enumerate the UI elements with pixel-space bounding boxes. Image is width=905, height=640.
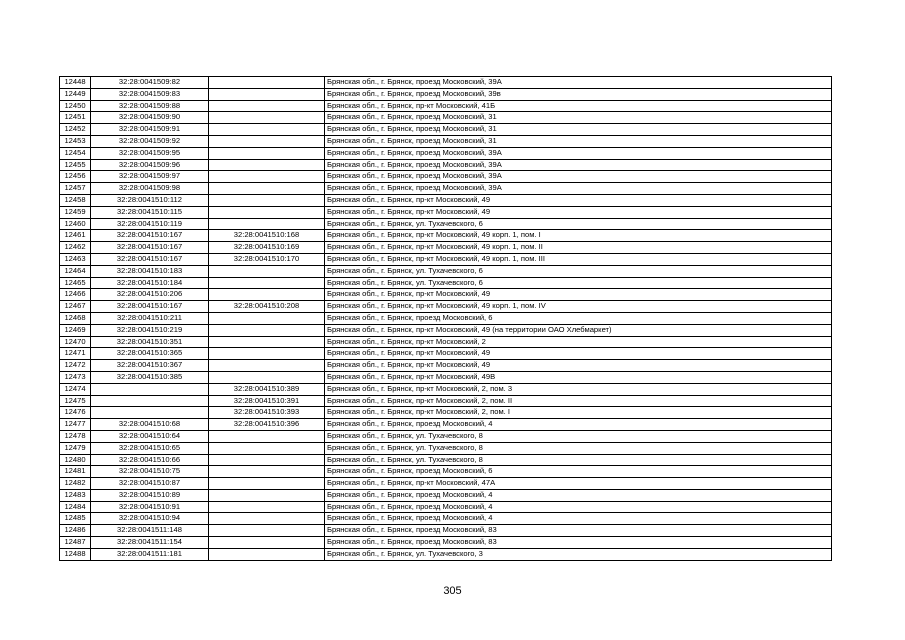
row-number-cell: 12488 [60, 548, 91, 560]
table-row [60, 466, 832, 478]
table-row [60, 230, 832, 242]
object-number-cell: 32:28:0041510:389 [209, 383, 325, 395]
row-number-cell: 12483 [60, 489, 91, 501]
object-number-cell: 32:28:0041510:169 [209, 242, 325, 254]
object-number-cell: 32:28:0041510:396 [209, 419, 325, 431]
row-number-cell: 12469 [60, 324, 91, 336]
row-number-cell: 12452 [60, 124, 91, 136]
row-number-cell: 12479 [60, 442, 91, 454]
row-number-cell: 12470 [60, 336, 91, 348]
table-row [60, 242, 832, 254]
table-row [60, 206, 832, 218]
object-number-cell [209, 124, 325, 136]
object-number-cell [209, 442, 325, 454]
table-row [60, 218, 832, 230]
address-cell: Брянская обл., г. Брянск, проезд Московский, 39А [325, 147, 832, 159]
address-cell: Брянская обл., г. Брянск, ул. Тухачевского, 6 [325, 277, 832, 289]
row-number-cell: 12466 [60, 289, 91, 301]
row-number-cell: 12480 [60, 454, 91, 466]
address-cell: Брянская обл., г. Брянск, проезд Московский, 4 [325, 513, 832, 525]
address-cell: Брянская обл., г. Брянск, проезд Московский, 6 [325, 312, 832, 324]
table-row [60, 489, 832, 501]
address-cell: Брянская обл., г. Брянск, пр-кт Московский, 49 [325, 194, 832, 206]
cadastral-number-cell [91, 407, 209, 419]
object-number-cell [209, 430, 325, 442]
address-cell: Брянская обл., г. Брянск, проезд Московский, 83 [325, 537, 832, 549]
table-row [60, 124, 832, 136]
cadastral-number-cell: 32:28:0041510:75 [91, 466, 209, 478]
object-number-cell [209, 135, 325, 147]
table-row [60, 513, 832, 525]
row-number-cell: 12457 [60, 183, 91, 195]
cadastral-number-cell: 32:28:0041511:148 [91, 525, 209, 537]
cadastral-number-cell [91, 383, 209, 395]
object-number-cell: 32:28:0041510:170 [209, 253, 325, 265]
cadastral-number-cell: 32:28:0041509:95 [91, 147, 209, 159]
table-row [60, 395, 832, 407]
table-row [60, 442, 832, 454]
address-cell: Брянская обл., г. Брянск, пр-кт Московский, 49 корп. 1, пом. IV [325, 301, 832, 313]
object-number-cell: 32:28:0041510:168 [209, 230, 325, 242]
address-cell: Брянская обл., г. Брянск, проезд Московский, 31 [325, 124, 832, 136]
table-row [60, 147, 832, 159]
cadastral-number-cell: 32:28:0041510:219 [91, 324, 209, 336]
address-cell: Брянская обл., г. Брянск, проезд Московский, 39А [325, 159, 832, 171]
cadastral-number-cell: 32:28:0041510:167 [91, 301, 209, 313]
cadastral-number-cell: 32:28:0041510:94 [91, 513, 209, 525]
object-number-cell [209, 548, 325, 560]
registry-table-body [60, 77, 832, 561]
table-row [60, 525, 832, 537]
table-row [60, 312, 832, 324]
table-row [60, 135, 832, 147]
table-row [60, 360, 832, 372]
object-number-cell [209, 77, 325, 89]
row-number-cell: 12467 [60, 301, 91, 313]
cadastral-number-cell: 32:28:0041509:91 [91, 124, 209, 136]
object-number-cell [209, 336, 325, 348]
cadastral-number-cell: 32:28:0041510:64 [91, 430, 209, 442]
object-number-cell [209, 466, 325, 478]
cadastral-number-cell: 32:28:0041511:181 [91, 548, 209, 560]
address-cell: Брянская обл., г. Брянск, ул. Тухачевского, 8 [325, 442, 832, 454]
object-number-cell [209, 324, 325, 336]
cadastral-number-cell: 32:28:0041510:351 [91, 336, 209, 348]
cadastral-number-cell: 32:28:0041509:96 [91, 159, 209, 171]
address-cell: Брянская обл., г. Брянск, пр-кт Московский, 49 (на территории ОАО Хлебмаркет) [325, 324, 832, 336]
table-row [60, 253, 832, 265]
address-cell: Брянская обл., г. Брянск, пр-кт Московский, 49 корп. 1, пом. III [325, 253, 832, 265]
table-row [60, 171, 832, 183]
address-cell: Брянская обл., г. Брянск, проезд Московский, 4 [325, 489, 832, 501]
address-cell: Брянская обл., г. Брянск, пр-кт Московский, 49В [325, 371, 832, 383]
table-row [60, 407, 832, 419]
object-number-cell [209, 183, 325, 195]
table-row [60, 112, 832, 124]
address-cell: Брянская обл., г. Брянск, проезд Московский, 39в [325, 88, 832, 100]
address-cell: Брянская обл., г. Брянск, пр-кт Московский, 47А [325, 478, 832, 490]
row-number-cell: 12448 [60, 77, 91, 89]
address-cell: Брянская обл., г. Брянск, пр-кт Московский, 2, пом. 3 [325, 383, 832, 395]
address-cell: Брянская обл., г. Брянск, пр-кт Московский, 49 [325, 289, 832, 301]
row-number-cell: 12485 [60, 513, 91, 525]
object-number-cell [209, 537, 325, 549]
address-cell: Брянская обл., г. Брянск, проезд Московский, 4 [325, 501, 832, 513]
cadastral-number-cell: 32:28:0041510:206 [91, 289, 209, 301]
row-number-cell: 12456 [60, 171, 91, 183]
row-number-cell: 12450 [60, 100, 91, 112]
cadastral-number-cell: 32:28:0041509:90 [91, 112, 209, 124]
address-cell: Брянская обл., г. Брянск, проезд Московский, 4 [325, 419, 832, 431]
row-number-cell: 12462 [60, 242, 91, 254]
object-number-cell [209, 289, 325, 301]
row-number-cell: 12477 [60, 419, 91, 431]
table-row [60, 336, 832, 348]
cadastral-number-cell: 32:28:0041510:167 [91, 230, 209, 242]
row-number-cell: 12472 [60, 360, 91, 372]
cadastral-number-cell: 32:28:0041509:92 [91, 135, 209, 147]
object-number-cell [209, 194, 325, 206]
row-number-cell: 12459 [60, 206, 91, 218]
table-row [60, 454, 832, 466]
table-row [60, 301, 832, 313]
table-row [60, 88, 832, 100]
object-number-cell [209, 525, 325, 537]
object-number-cell [209, 206, 325, 218]
row-number-cell: 12461 [60, 230, 91, 242]
object-number-cell: 32:28:0041510:208 [209, 301, 325, 313]
row-number-cell: 12473 [60, 371, 91, 383]
row-number-cell: 12458 [60, 194, 91, 206]
object-number-cell [209, 147, 325, 159]
row-number-cell: 12474 [60, 383, 91, 395]
row-number-cell: 12453 [60, 135, 91, 147]
object-number-cell [209, 277, 325, 289]
cadastral-number-cell: 32:28:0041510:167 [91, 242, 209, 254]
object-number-cell [209, 501, 325, 513]
object-number-cell [209, 218, 325, 230]
row-number-cell: 12484 [60, 501, 91, 513]
row-number-cell: 12482 [60, 478, 91, 490]
row-number-cell: 12454 [60, 147, 91, 159]
object-number-cell [209, 513, 325, 525]
table-row [60, 430, 832, 442]
table-row [60, 277, 832, 289]
table-row [60, 265, 832, 277]
table-row [60, 289, 832, 301]
row-number-cell: 12486 [60, 525, 91, 537]
row-number-cell: 12463 [60, 253, 91, 265]
row-number-cell: 12476 [60, 407, 91, 419]
object-number-cell [209, 312, 325, 324]
row-number-cell: 12460 [60, 218, 91, 230]
table-row [60, 537, 832, 549]
cadastral-number-cell: 32:28:0041509:97 [91, 171, 209, 183]
cadastral-number-cell: 32:28:0041510:112 [91, 194, 209, 206]
row-number-cell: 12465 [60, 277, 91, 289]
table-row [60, 100, 832, 112]
row-number-cell: 12468 [60, 312, 91, 324]
object-number-cell [209, 478, 325, 490]
row-number-cell: 12455 [60, 159, 91, 171]
cadastral-number-cell: 32:28:0041510:68 [91, 419, 209, 431]
row-number-cell: 12451 [60, 112, 91, 124]
cadastral-number-cell: 32:28:0041509:88 [91, 100, 209, 112]
address-cell: Брянская обл., г. Брянск, пр-кт Московский, 49 [325, 360, 832, 372]
cadastral-number-cell: 32:28:0041510:115 [91, 206, 209, 218]
cadastral-number-cell: 32:28:0041510:119 [91, 218, 209, 230]
object-number-cell: 32:28:0041510:391 [209, 395, 325, 407]
address-cell: Брянская обл., г. Брянск, ул. Тухачевского, 6 [325, 265, 832, 277]
address-cell: Брянская обл., г. Брянск, проезд Московский, 39А [325, 183, 832, 195]
address-cell: Брянская обл., г. Брянск, проезд Московский, 39А [325, 77, 832, 89]
table-row [60, 183, 832, 195]
address-cell: Брянская обл., г. Брянск, пр-кт Московский, 49 [325, 206, 832, 218]
row-number-cell: 12464 [60, 265, 91, 277]
table-row [60, 324, 832, 336]
object-number-cell [209, 360, 325, 372]
object-number-cell [209, 171, 325, 183]
table-row [60, 159, 832, 171]
address-cell: Брянская обл., г. Брянск, пр-кт Московский, 41Б [325, 100, 832, 112]
cadastral-number-cell: 32:28:0041510:91 [91, 501, 209, 513]
cadastral-number-cell: 32:28:0041510:211 [91, 312, 209, 324]
address-cell: Брянская обл., г. Брянск, пр-кт Московский, 2, пом. II [325, 395, 832, 407]
cadastral-number-cell: 32:28:0041510:184 [91, 277, 209, 289]
object-number-cell: 32:28:0041510:393 [209, 407, 325, 419]
object-number-cell [209, 88, 325, 100]
cadastral-number-cell: 32:28:0041510:66 [91, 454, 209, 466]
row-number-cell: 12449 [60, 88, 91, 100]
address-cell: Брянская обл., г. Брянск, проезд Московский, 31 [325, 112, 832, 124]
row-number-cell: 12481 [60, 466, 91, 478]
cadastral-number-cell: 32:28:0041510:65 [91, 442, 209, 454]
table-row [60, 419, 832, 431]
address-cell: Брянская обл., г. Брянск, пр-кт Московский, 49 корп. 1, пом. I [325, 230, 832, 242]
row-number-cell: 12487 [60, 537, 91, 549]
object-number-cell [209, 371, 325, 383]
address-cell: Брянская обл., г. Брянск, пр-кт Московский, 2 [325, 336, 832, 348]
cadastral-number-cell: 32:28:0041509:98 [91, 183, 209, 195]
cadastral-number-cell: 32:28:0041510:385 [91, 371, 209, 383]
address-cell: Брянская обл., г. Брянск, ул. Тухачевского, 8 [325, 430, 832, 442]
object-number-cell [209, 454, 325, 466]
row-number-cell: 12471 [60, 348, 91, 360]
cadastral-number-cell: 32:28:0041509:83 [91, 88, 209, 100]
address-cell: Брянская обл., г. Брянск, ул. Тухачевского, 8 [325, 454, 832, 466]
page-number: 305 [443, 585, 462, 597]
cadastral-number-cell: 32:28:0041510:183 [91, 265, 209, 277]
address-cell: Брянская обл., г. Брянск, ул. Тухачевского, 3 [325, 548, 832, 560]
object-number-cell [209, 489, 325, 501]
address-cell: Брянская обл., г. Брянск, ул. Тухачевского, 6 [325, 218, 832, 230]
address-cell: Брянская обл., г. Брянск, проезд Московский, 31 [325, 135, 832, 147]
table-row [60, 194, 832, 206]
row-number-cell: 12475 [60, 395, 91, 407]
cadastral-number-cell [91, 395, 209, 407]
object-number-cell [209, 265, 325, 277]
address-cell: Брянская обл., г. Брянск, пр-кт Московский, 2, пом. I [325, 407, 832, 419]
row-number-cell: 12478 [60, 430, 91, 442]
table-row [60, 501, 832, 513]
cadastral-number-cell: 32:28:0041510:167 [91, 253, 209, 265]
cadastral-number-cell: 32:28:0041511:154 [91, 537, 209, 549]
table-row [60, 371, 832, 383]
cadastral-number-cell: 32:28:0041510:365 [91, 348, 209, 360]
registry-table [59, 76, 832, 561]
object-number-cell [209, 100, 325, 112]
table-row [60, 478, 832, 490]
table-row [60, 548, 832, 560]
cadastral-number-cell: 32:28:0041510:89 [91, 489, 209, 501]
table-row [60, 348, 832, 360]
address-cell: Брянская обл., г. Брянск, пр-кт Московский, 49 корп. 1, пом. II [325, 242, 832, 254]
address-cell: Брянская обл., г. Брянск, проезд Московский, 83 [325, 525, 832, 537]
address-cell: Брянская обл., г. Брянск, проезд Московский, 6 [325, 466, 832, 478]
object-number-cell [209, 348, 325, 360]
cadastral-number-cell: 32:28:0041509:82 [91, 77, 209, 89]
address-cell: Брянская обл., г. Брянск, пр-кт Московский, 49 [325, 348, 832, 360]
address-cell: Брянская обл., г. Брянск, проезд Московский, 39А [325, 171, 832, 183]
cadastral-number-cell: 32:28:0041510:87 [91, 478, 209, 490]
cadastral-number-cell: 32:28:0041510:367 [91, 360, 209, 372]
object-number-cell [209, 112, 325, 124]
object-number-cell [209, 159, 325, 171]
table-row [60, 383, 832, 395]
table-row [60, 77, 832, 89]
